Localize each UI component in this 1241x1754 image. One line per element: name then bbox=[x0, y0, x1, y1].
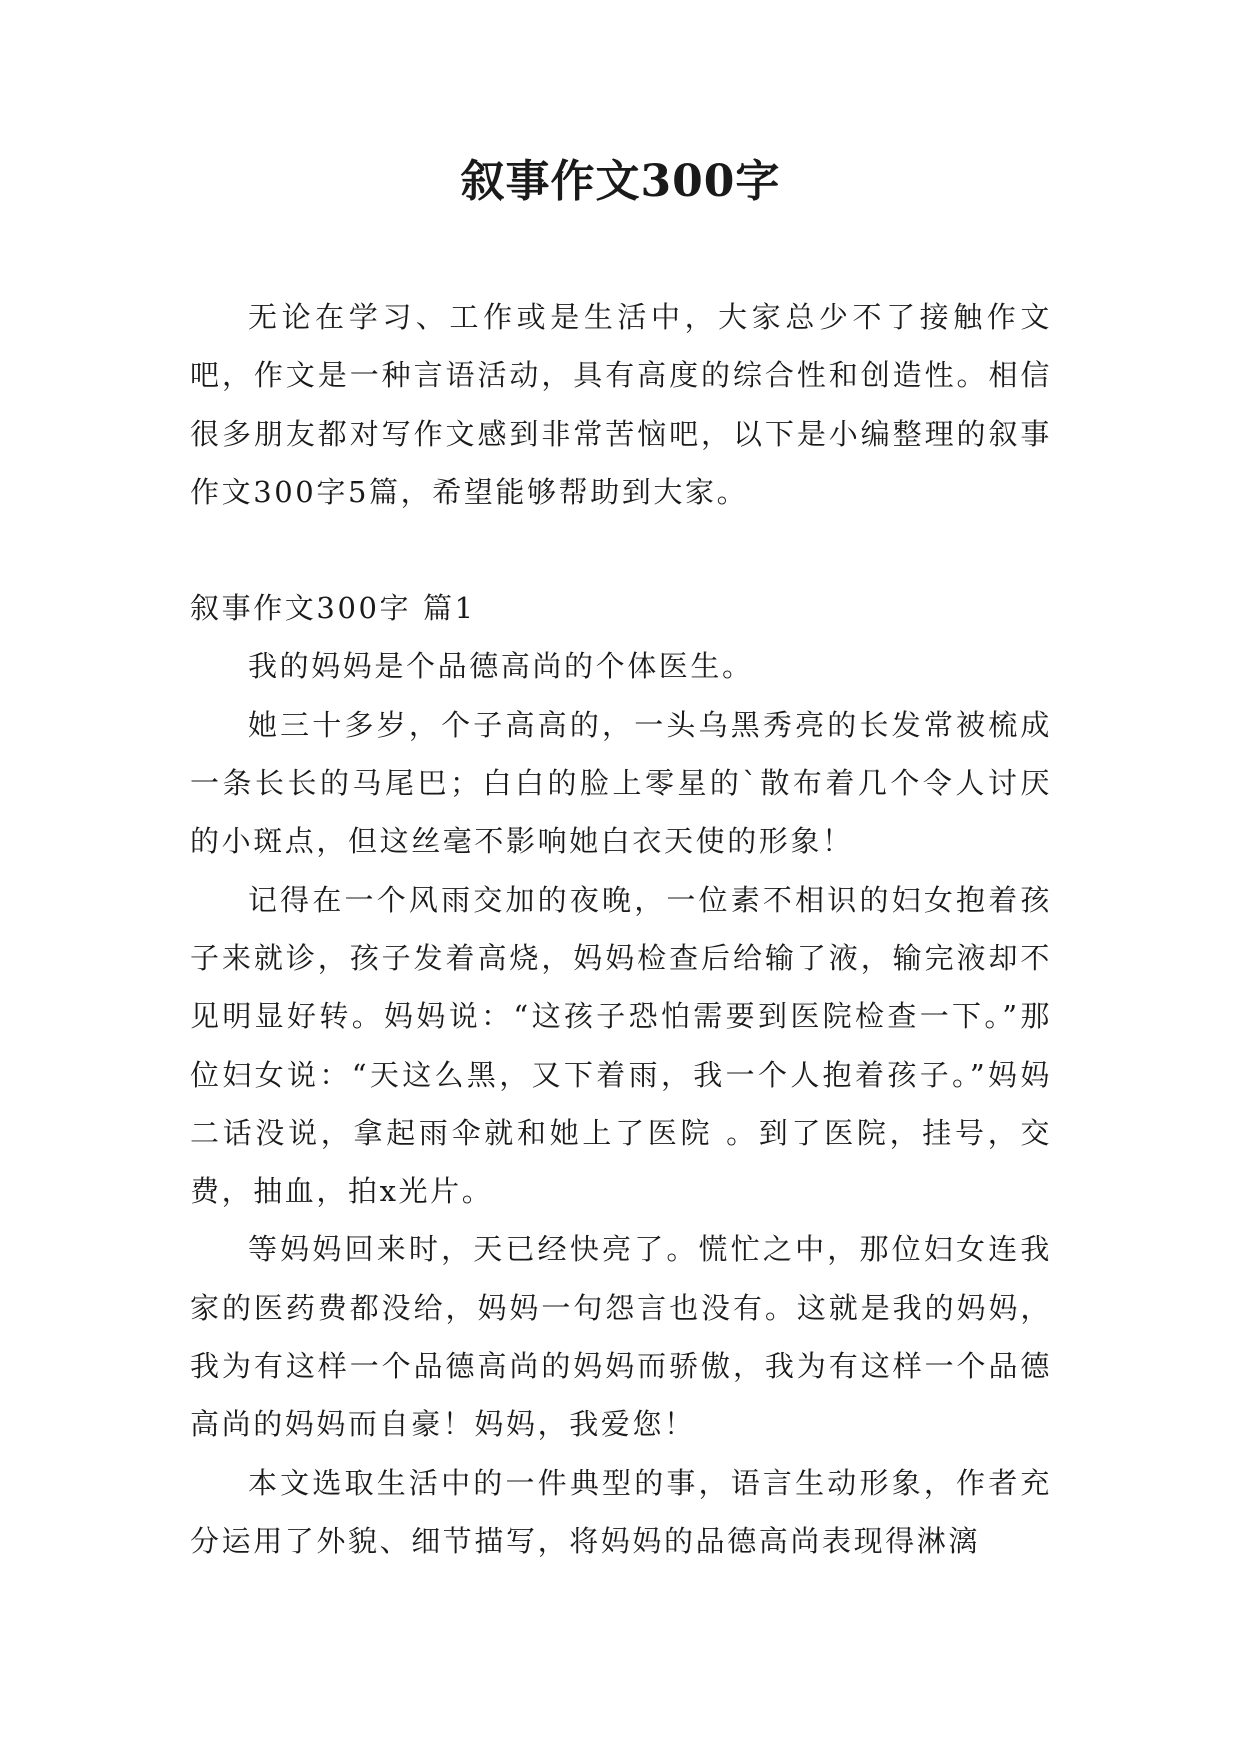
section-heading: 叙事作文300字 篇1 bbox=[190, 591, 476, 626]
document-body bbox=[190, 288, 1052, 1570]
body-paragraph: 本文选取生活中的一件典型的事，语言生动形象，作者充分运用了外貌、细节描写，将妈妈的品德高尚表现得淋漓 bbox=[190, 1465, 1052, 1558]
body-paragraph: 她三十多岁，个子高高的，一头乌黑秀亮的长发常被梳成一条长长的马尾巴；白白的脸上零星的`散布着几个令人讨厌的小斑点，但这丝毫不影响她白衣天使的形象！ bbox=[190, 707, 1052, 859]
body-paragraph: 记得在一个风雨交加的夜晚，一位素不相识的妇女抱着孩子来就诊，孩子发着高烧，妈妈检查后给输了液，输完液却不见明显好转。妈妈说：“这孩子恐怕需要到医院检查一下。”那位妇女说：“天这么黑，又下着雨，我一个人抱着孩子。”妈妈二话没说，拿起雨伞就和她上了医院 。到了医院，挂号，交费，抽血，拍x光片。 bbox=[190, 882, 1052, 1209]
body-paragraph: 我的妈妈是个品德高尚的个体医生。 bbox=[248, 649, 754, 684]
body-paragraph: 等妈妈回来时，天已经快亮了。慌忙之中，那位妇女连我家的医药费都没给，妈妈一句怨言也没有。这就是我的妈妈，我为有这样一个品德高尚的妈妈而骄傲，我为有这样一个品德高尚的妈妈而自豪！妈妈，我爱您！ bbox=[190, 1232, 1052, 1442]
document-title: 叙事作文300字 bbox=[460, 156, 781, 207]
intro-paragraph: 无论在学习、工作或是生活中，大家总少不了接触作文吧，作文是一种言语活动，具有高度的综合性和创造性。相信很多朋友都对写作文感到非常苦恼吧，以下是小编整理的叙事作文300字5篇，希望能够帮助到大家。 bbox=[190, 300, 1052, 509]
section-spacer bbox=[190, 521, 1052, 579]
